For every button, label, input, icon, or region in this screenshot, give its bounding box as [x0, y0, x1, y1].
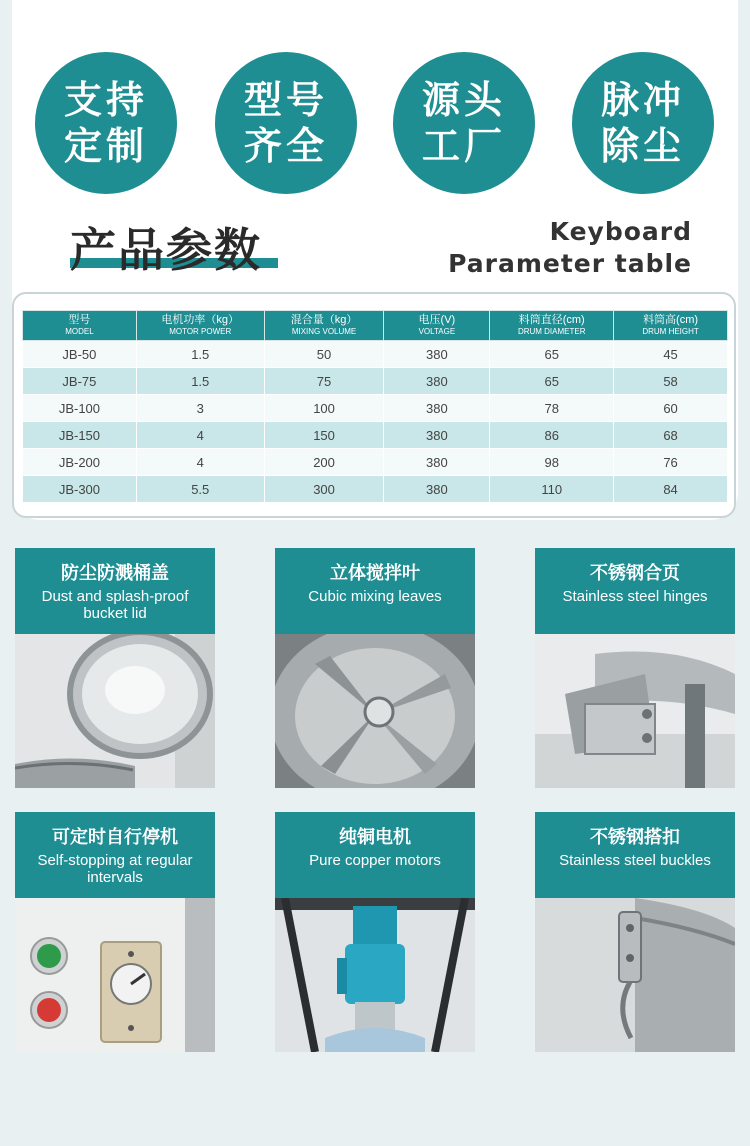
hinge-photo [535, 634, 735, 788]
table-cell: JB-200 [23, 449, 137, 476]
table-cell: 380 [384, 395, 490, 422]
table-cell: 98 [490, 449, 614, 476]
table-row [23, 476, 728, 503]
header-mixing-volume: 混合量（kg） MIXING VOLUME [264, 311, 384, 341]
badge-custom [35, 52, 177, 194]
table-cell: 380 [384, 341, 490, 368]
table-row [23, 449, 728, 476]
table-cell: 86 [490, 422, 614, 449]
feature-title-en: Cubic mixing leaves [308, 588, 442, 605]
feature-card-buckles [535, 812, 735, 1052]
feature-head [535, 548, 735, 634]
table-cell: JB-100 [23, 395, 137, 422]
table-cell: 75 [264, 368, 384, 395]
header-model: 型号 MODEL [23, 311, 137, 341]
section-title-en-line1: Keyboard [549, 217, 692, 246]
table-row [23, 422, 728, 449]
bucket-lid-photo [15, 634, 215, 788]
table-row [23, 341, 728, 368]
table-cell: 380 [384, 368, 490, 395]
table-cell: 3 [136, 395, 264, 422]
feature-title-en: Pure copper motors [309, 852, 441, 869]
table-cell: 50 [264, 341, 384, 368]
feature-card-hinges [535, 548, 735, 788]
feature-badges [0, 52, 750, 197]
header-drum-height: 料筒高(cm) DRUM HEIGHT [614, 311, 728, 341]
feature-card-blades [275, 548, 475, 788]
badge-line2: 定制 [63, 124, 148, 168]
table-cell: 150 [264, 422, 384, 449]
feature-head [15, 812, 215, 898]
section-title-cn: 产品参数 [70, 223, 262, 277]
feature-head [535, 812, 735, 898]
table-cell: 100 [264, 395, 384, 422]
table-cell: 200 [264, 449, 384, 476]
table-cell: 65 [490, 341, 614, 368]
badge-line2: 齐全 [243, 124, 328, 168]
table-cell: 4 [136, 422, 264, 449]
table-cell: 1.5 [136, 368, 264, 395]
table-row [23, 368, 728, 395]
timer-panel-photo [15, 898, 215, 1052]
feature-title-en: Stainless steel buckles [559, 852, 711, 869]
table-cell: 78 [490, 395, 614, 422]
table-cell: 68 [614, 422, 728, 449]
header-voltage: 电压(V) VOLTAGE [384, 311, 490, 341]
table-cell: 380 [384, 449, 490, 476]
badge-factory [393, 52, 535, 194]
table-cell: 84 [614, 476, 728, 503]
badge-line1: 型号 [243, 78, 328, 122]
table-cell: 5.5 [136, 476, 264, 503]
table-cell: JB-50 [23, 341, 137, 368]
table-cell: 65 [490, 368, 614, 395]
table-cell: 76 [614, 449, 728, 476]
badge-dust [572, 52, 714, 194]
table-cell: 4 [136, 449, 264, 476]
feature-card-lid [15, 548, 215, 788]
table-row [23, 395, 728, 422]
table-cell: 380 [384, 422, 490, 449]
table-cell: JB-300 [23, 476, 137, 503]
table-cell: JB-75 [23, 368, 137, 395]
feature-title-cn: 防尘防溅桶盖 [61, 563, 169, 583]
feature-head [275, 812, 475, 898]
header-drum-diameter: 料筒直径(cm) DRUM DIAMETER [490, 311, 614, 341]
feature-title-en: Self-stopping at regular intervals [37, 852, 193, 886]
feature-card-motor [275, 812, 475, 1052]
section-title-en [448, 216, 692, 280]
table-cell: 58 [614, 368, 728, 395]
badge-line1: 脉冲 [600, 78, 685, 122]
badge-models [215, 52, 357, 194]
feature-head [15, 548, 215, 634]
parameter-table [22, 310, 728, 503]
feature-title-cn: 纯铜电机 [339, 827, 411, 847]
motor-photo [275, 898, 475, 1052]
table-body [23, 341, 728, 503]
section-title-en-line2: Parameter table [448, 249, 692, 278]
badge-line2: 工厂 [421, 124, 506, 168]
table-cell: 380 [384, 476, 490, 503]
feature-title-cn: 立体搅拌叶 [330, 563, 420, 583]
table-header-row [23, 311, 728, 341]
badge-line1: 支持 [63, 78, 148, 122]
feature-title-cn: 可定时自行停机 [52, 827, 178, 847]
feature-head [275, 548, 475, 634]
feature-title-en: Stainless steel hinges [562, 588, 708, 605]
buckle-photo [535, 898, 735, 1052]
feature-card-timer [15, 812, 215, 1052]
header-motor-power: 电机功率（kg） MOTOR POWER [136, 311, 264, 341]
table-cell: 1.5 [136, 341, 264, 368]
table-cell: 300 [264, 476, 384, 503]
feature-title-cn: 不锈钢合页 [590, 563, 680, 583]
feature-title-cn: 不锈钢搭扣 [590, 827, 680, 847]
feature-title-en: Dust and splash-proof bucket lid [41, 588, 189, 622]
table-cell: 110 [490, 476, 614, 503]
table-cell: 60 [614, 395, 728, 422]
table-cell: JB-150 [23, 422, 137, 449]
badge-line2: 除尘 [600, 124, 685, 168]
badge-line1: 源头 [421, 78, 506, 122]
mixing-blade-photo [275, 634, 475, 788]
table-cell: 45 [614, 341, 728, 368]
